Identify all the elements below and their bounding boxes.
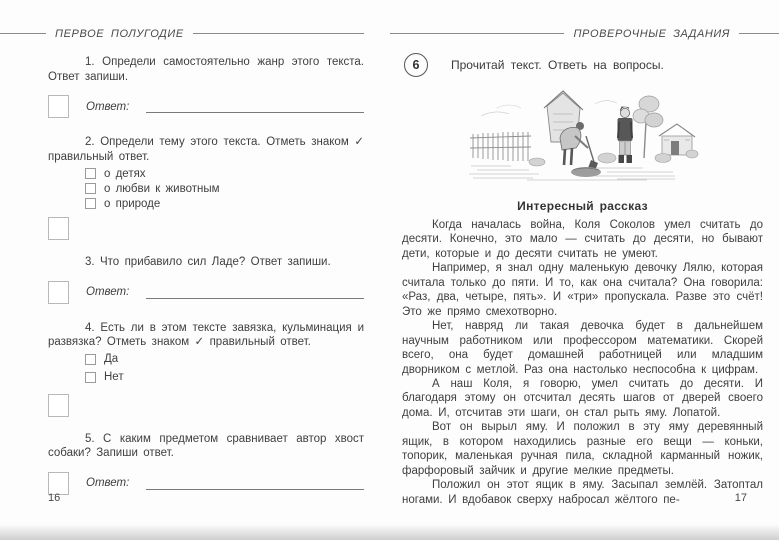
story-illustration [467, 86, 699, 188]
score-box [48, 217, 69, 240]
score-box [48, 95, 69, 118]
right-header-text: ПРОВЕРОЧНЫЕ ЗАДАНИЯ [573, 27, 730, 40]
question-5: 5. С каким предметом сравнивает автор хвост собаки? Запиши ответ. [48, 432, 364, 459]
story-paragraph: Нет, навряд ли такая девочка будет в дальнейшем научным работником или профессором математики. Скорей всего, она будет домашней работницей или младшим дворником с метлой. Раз она настолько неспособна к цифрам. [402, 320, 763, 376]
task-instruction: Прочитай текст. Ответь на вопросы. [451, 58, 664, 72]
answer-row-3 [48, 281, 364, 304]
option-label: Да [104, 353, 119, 365]
option-label: Нет [104, 371, 124, 383]
task-6 [404, 53, 763, 77]
answer-row-5 [48, 472, 364, 495]
option-row [85, 370, 124, 385]
question-4-options [85, 352, 364, 388]
page-number-left: 16 [48, 492, 61, 504]
story-text [402, 218, 763, 507]
left-page [0, 0, 390, 524]
question-4: 4. Есть ли в этом тексте завязка, кульминация и развязка? Отметь знаком ✓ правильный ответ. [48, 321, 364, 348]
score-box [48, 394, 69, 417]
checkbox-icon [85, 198, 96, 209]
option-row [85, 166, 364, 181]
checkbox-icon [85, 168, 96, 179]
option-row [85, 181, 364, 196]
page-bottom-shadow [0, 524, 779, 540]
header-rule [193, 33, 364, 34]
question-1: 1. Определи самостоятельно жанр этого текста. Ответ запиши. [48, 56, 364, 83]
checkbox-icon [85, 354, 96, 365]
question-2-options [85, 166, 364, 211]
checkbox-icon [85, 372, 96, 383]
answer-label: Ответ: [86, 100, 130, 113]
option-label: о любви к животным [104, 182, 220, 195]
option-label: о детях [104, 167, 146, 180]
story-paragraph: Например, я знал одну маленькую девочку Лялю, которая считала только до пяти. И то, как она считала? Она говорила: «Раз, два, четыре, пять». И «три» пропускала. Разве это счёт! Это же прямо смехотворно. [402, 262, 763, 318]
option-label: о природе [104, 197, 161, 210]
score-box [48, 281, 69, 304]
answer-write-line [146, 477, 364, 490]
task-number-badge: 6 [404, 53, 428, 77]
right-page [390, 0, 779, 524]
header-rule [0, 33, 46, 34]
answer-label: Ответ: [86, 286, 130, 298]
answer-label: Ответ: [86, 477, 130, 489]
answer-row-1 [48, 95, 364, 118]
digging-scene-sketch [467, 86, 699, 183]
story-paragraph: Положил он этот ящик в яму. Засыпал землёй. Затоптал ногами. И вдобавок сверху набросал жёлтого пе- [402, 479, 763, 506]
left-header-text: ПЕРВОЕ ПОЛУГОДИЕ [55, 27, 184, 40]
header-rule [390, 33, 564, 34]
story-paragraph: Вот он вырыл яму. И положил в эту яму деревянный ящик, в котором находились разные его вещи — коньки, топорик, маленькая ручная пила, складной карманный ножик, фарфоровый зайчик и другие мелкие предметы. [402, 421, 763, 477]
question-2: 2. Определи тему этого текста. Отметь знаком ✓ правильный ответ. [48, 136, 364, 163]
story-title: Интересный рассказ [517, 199, 648, 213]
header-rule [739, 33, 779, 34]
story-paragraph: Когда началась война, Коля Соколов умел считать до десяти. Конечно, это мало — считать до десяти, но бывают дети, которые и до десяти считать не умеют. [402, 219, 763, 260]
left-running-head [48, 27, 364, 40]
page-number-right: 17 [734, 492, 747, 504]
option-row [85, 352, 118, 367]
option-row [85, 196, 364, 211]
question-3: 3. Что прибавило сил Ладе? Ответ запиши. [85, 256, 331, 268]
story-paragraph: А наш Коля, я говорю, умел считать до десяти. И благодаря этому он отсчитал десять шагов от дверей своего дома. И, отсчитав эти шаги, он стал рыть яму. Лопатой. [402, 377, 763, 419]
answer-write-line [146, 286, 364, 299]
answer-write-line [146, 100, 364, 113]
right-running-head [402, 27, 763, 40]
checkbox-icon [85, 183, 96, 194]
